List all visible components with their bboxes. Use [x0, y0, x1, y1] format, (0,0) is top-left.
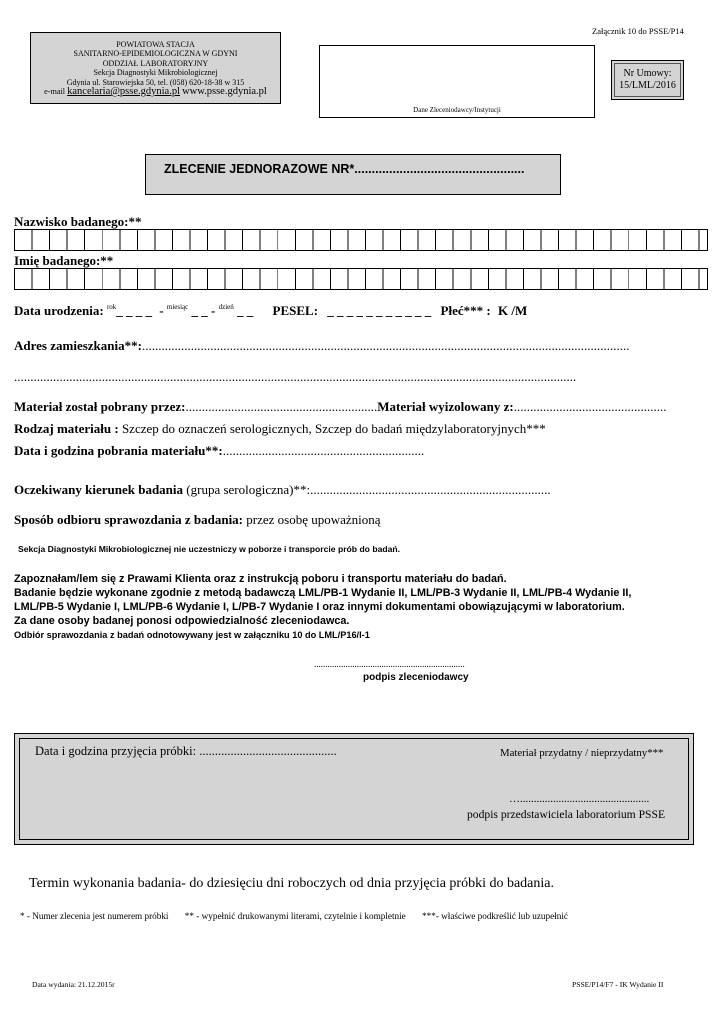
- statement-5: Odbiór sprawozdania z badań odnotowywany jest w załączniku 10 do LML/P16/I-1: [14, 630, 370, 640]
- dob-month-hint: miesiąc: [166, 303, 189, 311]
- report-label: Sposób odbioru sprawozdania z badania:: [14, 512, 244, 527]
- report-row: [14, 512, 381, 528]
- footnote-3: ***- właściwe podkreślić lub uzupełnić: [422, 911, 568, 921]
- expected-label: Oczekiwany kierunek badania: [14, 482, 184, 497]
- dob-year-field[interactable]: _ _ _ _: [116, 303, 153, 318]
- notice-text: Sekcja Diagnostyki Mikrobiologicznej nie uczestniczy w poborze i transporcie prób do badań.: [18, 544, 401, 554]
- expected-field[interactable]: ..........................................................................: [310, 482, 551, 497]
- material-row: [14, 399, 666, 415]
- statement-3: LML/PB-5 Wydanie I, LML/PB-6 Wydanie I, L/PB-7 Wydanie I oraz innymi dokumentami obowiązującymi w laboratorium.: [14, 601, 625, 613]
- collection-date-label: Data i godzina pobrania materiału**:: [14, 443, 223, 458]
- client-signature-label: podpis zleceniodawcy: [363, 672, 469, 683]
- dob-label: Data urodzenia:: [14, 303, 104, 318]
- sex-label: Płeć*** :: [440, 303, 491, 318]
- isolated-label: Materiał wyizolowany z:: [377, 399, 514, 414]
- reception-date-field[interactable]: ............................................: [196, 744, 337, 758]
- attachment-ref: Załącznik 10 do PSSE/P14: [592, 26, 684, 36]
- expected-row: [14, 482, 551, 498]
- doc-ref: PSSE/P14/F7 - IK Wydanie II: [572, 980, 664, 989]
- collected-by-field[interactable]: ...........................................................: [185, 399, 378, 414]
- contract-line1: Nr Umowy:: [623, 68, 672, 79]
- material-type-label: Rodzaj materiału :: [14, 421, 119, 436]
- collection-date-field[interactable]: ..............................................................: [222, 443, 425, 458]
- client-caption: Dane Zleceniodawcy/Instytucji: [413, 106, 501, 114]
- station-line3: ODDZIAŁ LABORATORYJNY: [102, 58, 209, 68]
- order-title: ZLECENIE JEDNORAZOWE NR*.................................................: [145, 154, 561, 195]
- deadline-text: Termin wykonania badania- do dziesięciu dni roboczych od dnia przyjęcia próbki do badania.: [29, 876, 554, 891]
- contract-box: [611, 60, 684, 100]
- firstname-label: Imię badanego:**: [14, 253, 114, 268]
- surname-grid[interactable]: [14, 229, 708, 251]
- lab-signature-field[interactable]: …...............................................: [509, 793, 650, 805]
- collected-by-label: Materiał został pobrany przez:: [14, 399, 186, 414]
- expected-value: (grupa serologiczna)**:: [183, 482, 311, 497]
- statement-1: Zapoznałam/lem się z Prawami Klienta oraz z instrukcją poboru i transportu materiału do badań.: [14, 573, 507, 585]
- address-field-2[interactable]: .............................................................................................................................................................................: [14, 369, 577, 384]
- email-link[interactable]: kancelaria@psse.gdynia.pl: [67, 86, 181, 98]
- dob-row: [14, 303, 527, 319]
- suitability-field[interactable]: Materiał przydatny / nieprzydatny***: [500, 747, 664, 759]
- reception-date-row: [35, 744, 337, 759]
- material-type-value[interactable]: Szczep do oznaczeń serologicznych, Szczep do badań międzylaboratoryjnych***: [118, 421, 546, 436]
- collection-date-row: [14, 443, 424, 459]
- station-line1: POWIATOWA STACJA: [116, 40, 195, 49]
- reception-date-label: Data i godzina przyjęcia próbki:: [35, 744, 197, 758]
- firstname-grid[interactable]: [14, 268, 708, 290]
- website-link[interactable]: www.psse.gdynia.pl: [182, 86, 267, 98]
- isolated-field[interactable]: ...............................................: [513, 399, 667, 414]
- sex-field[interactable]: K /M: [497, 303, 528, 318]
- statement-4: Za dane osoby badanej ponosi odpowiedzialność zleceniodawca.: [14, 615, 350, 627]
- contract-line2: 15/LML/2016: [619, 80, 676, 91]
- address-row: [14, 338, 629, 354]
- report-value[interactable]: przez osobę upoważnioną: [243, 512, 381, 527]
- reception-box: [14, 733, 694, 845]
- dob-dash1: -: [159, 303, 164, 318]
- station-line5: Gdynia ul. Starowiejska 50, tel. (058) 620-18-38 w 315: [66, 77, 245, 87]
- footnote-1: * - Numer zlecenia jest numerem próbki: [20, 911, 169, 921]
- address-label: Adres zamieszkania**:: [14, 338, 142, 353]
- station-line2: SANITARNO-EPIDEMIOLOGICZNA W GDYNI: [73, 49, 238, 59]
- dob-month-field[interactable]: _ _: [191, 303, 208, 318]
- client-signature-field[interactable]: ...................................................................: [314, 659, 465, 669]
- statement-block: [14, 572, 631, 642]
- dob-dash2: -: [211, 303, 216, 318]
- station-header: [30, 32, 281, 104]
- statement-2: Badanie będzie wykonane zgodnie z metodą badawczą LML/PB-1 Wydanie II, LML/PB-3 Wydanie II, LML/PB-4 Wydanie II,: [14, 587, 632, 599]
- address-field[interactable]: ......................................................................................................................................................: [141, 338, 630, 353]
- footnotes: [20, 911, 568, 921]
- dob-year-hint: rok: [106, 303, 117, 311]
- client-data-box[interactable]: [319, 45, 595, 118]
- station-line4: Sekcja Diagnostyki Mikrobiologicznej: [93, 68, 218, 78]
- pesel-field[interactable]: _ _ _ _ _ _ _ _ _ _ _: [327, 303, 432, 318]
- material-type-row: [14, 421, 546, 437]
- footnote-2: ** - wypełnić drukowanymi literami, czytelnie i kompletnie: [184, 911, 406, 921]
- email-label: e-mail: [44, 87, 66, 97]
- pesel-label: PESEL:: [272, 303, 319, 318]
- surname-label: Nazwisko badanego:**: [14, 214, 142, 229]
- dob-day-hint: dzień: [218, 303, 234, 311]
- issue-date: Data wydania: 21.12.2015r: [32, 980, 115, 989]
- dob-day-field[interactable]: _ _: [237, 303, 254, 318]
- lab-signature-label: podpis przedstawiciela laboratorium PSSE: [467, 808, 666, 821]
